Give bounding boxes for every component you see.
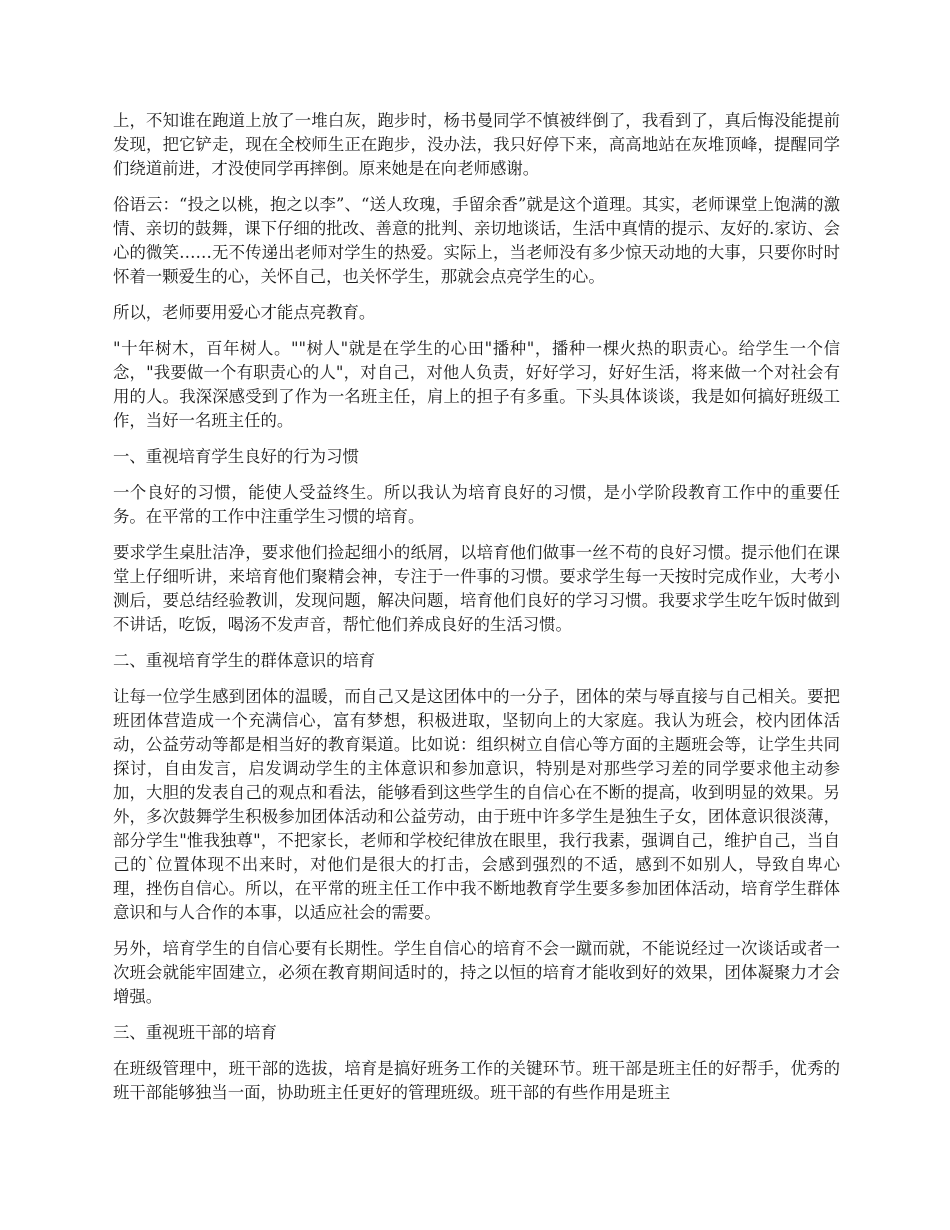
paragraph: "十年树木，百年树人。""树人"就是在学生的心田"播种"，播种一棵火热的职责心。给学生一个信念，"我要做一个有职责心的人"，对自己，对他人负责，好好学习，好好生活，将来做一个对社会有用的人。我深深感受到了作为一名班主任，肩上的担子有多重。下头具体谈谈，我是如何搞好班级工作，当好一名班主任的。 (113, 339, 840, 430)
paragraph: 上，不知谁在跑道上放了一堆白灰，跑步时，杨书曼同学不慎被绊倒了，我看到了，真后悔没能提前发现，把它铲走，现在全校师生正在跑步，没办法，我只好停下来，高高地站在灰堆顶峰，提醒同学们绕道前进，才没使同学再摔倒。原来她是在向老师感谢。 (113, 111, 840, 178)
paragraph: 要求学生桌肚洁净，要求他们捡起细小的纸屑，以培育他们做事一丝不苟的良好习惯。提示他们在课堂上仔细听讲，来培育他们聚精会神，专注于一件事的习惯。要求学生每一天按时完成作业，大考小测后，要总结经验教训，发现问题，解决问题，培育他们良好的学习习惯。我要求学生吃午饭时做到不讲话，吃饭，喝汤不发声音，帮忙他们养成良好的生活习惯。 (113, 543, 840, 634)
paragraph: 让每一位学生感到团体的温暖，而自己又是这团体中的一分子，团体的荣与辱直接与自己相关。要把班团体营造成一个充满信心，富有梦想，积极进取，坚韧向上的大家庭。我认为班会，校内团体活动，公益劳动等都是相当好的教育渠道。比如说：组织树立自信心等方面的主题班会等，让学生共同探讨，自由发言，启发调动学生的主体意识和参加意识，特别是对那些学习差的同学要求他主动参加，大胆的发表自己的观点和看法，能够看到这些学生的自信心在不断的提高，收到明显的效果。另外，多次鼓舞学生积极参加团体活动和公益劳动，由于班中许多学生是独生子女，团体意识很淡薄，部分学生"惟我独尊"，不把家长，老师和学校纪律放在眼里，我行我素，强调自己，维护自己，当自己的`位置体现不出来时，对他们是很大的打击，会感到强烈的不适，感到不如别人，导致自卑心理，挫伤自信心。所以，在平常的班主任工作中我不断地教育学生要多参加团体活动，培育学生群体意识和与人合作的本事，以适应社会的需要。 (113, 687, 840, 922)
paragraph: 俗语云：“投之以桃，抱之以李”、“送人玫瑰，手留余香”就是这个道理。其实，老师课堂上饱满的激情、亲切的鼓舞，课下仔细的批改、善意的批判、亲切地谈话，生活中真情的提示、友好的.家访、会心的微笑……无不传递出老师对学生的热爱。实际上，当老师没有多少惊天动地的大事，只要你时时怀着一颗爱生的心，关怀自己，也关怀学生，那就会点亮学生的心。 (113, 195, 840, 286)
paragraph: 在班级管理中，班干部的选拔，培育是搞好班务工作的关键环节。班干部是班主任的好帮手，优秀的班干部能够独当一面，协助班主任更好的管理班级。班干部的有些作用是班主 (113, 1059, 840, 1102)
paragraph: 一个良好的习惯，能使人受益终生。所以我认为培育良好的习惯，是小学阶段教育工作中的重要任务。在平常的工作中注重学生习惯的培育。 (113, 483, 840, 526)
section-heading: 三、重视班干部的培育 (113, 1023, 277, 1042)
section-heading: 一、重视培育学生良好的行为习惯 (113, 447, 359, 466)
section-heading: 二、重视培育学生的群体意识的培育 (113, 651, 376, 670)
paragraph: 另外，培育学生的自信心要有长期性。学生自信心的培育不会一蹴而就，不能说经过一次谈话或者一次班会就能牢固建立，必须在教育期间适时的，持之以恒的培育才能收到好的效果，团体凝聚力才会增强。 (113, 939, 840, 1006)
paragraph: 所以，老师要用爱心才能点亮教育。 (113, 303, 376, 322)
document-page (113, 109, 840, 1117)
